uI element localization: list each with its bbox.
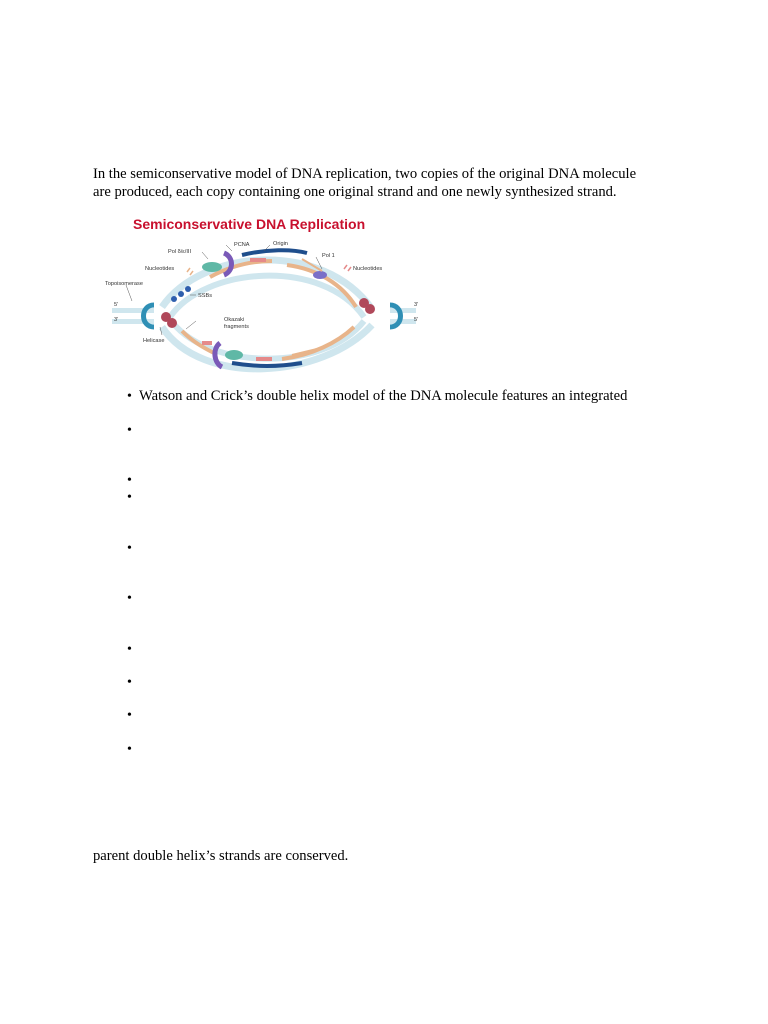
label-5prime-right: 5' xyxy=(414,317,419,323)
label-topoisomerase: Topoisomerase xyxy=(105,281,143,287)
label-3prime-left: 3' xyxy=(114,317,119,323)
bullet-dot: • xyxy=(127,490,132,505)
label-3prime-right: 3' xyxy=(414,302,419,308)
bullet-text: Watson and Crick’s double helix model of the DNA molecule features an integrated xyxy=(139,388,628,404)
list-item xyxy=(127,673,139,692)
bullet-dot: • xyxy=(127,708,132,723)
label-pol1: Pol 1 xyxy=(322,253,335,259)
bullet-dot: • xyxy=(127,541,132,556)
bullet-dot: • xyxy=(127,591,132,606)
list-item xyxy=(127,589,139,608)
intro-line-2: are produced, each copy containing one original strand and one newly synthesized strand. xyxy=(93,184,617,200)
label-pcna: PCNA xyxy=(234,242,250,248)
label-pol-delta: Pol δ/ε/III xyxy=(168,249,192,255)
list-item xyxy=(127,640,139,659)
label-5prime-left: 5' xyxy=(114,302,119,308)
bullet-dot: • xyxy=(127,675,132,690)
label-ssbs: SSBs xyxy=(198,293,212,299)
bullet-dot: • xyxy=(127,423,132,438)
list-item xyxy=(127,421,139,440)
intro-line-1: In the semiconservative model of DNA replication, two copies of the original DNA molecule xyxy=(93,166,637,182)
label-helicase: Helicase xyxy=(143,338,165,344)
label-origin: Origin xyxy=(273,241,288,247)
list-item xyxy=(127,539,139,558)
bullet-dot: • xyxy=(127,389,132,404)
list-item xyxy=(127,488,139,507)
label-okazaki-1: Okazaki xyxy=(224,317,245,323)
closing-text: parent double helix’s strands are conserved. xyxy=(93,848,349,864)
list-item xyxy=(127,740,139,759)
label-okazaki-2: fragments xyxy=(224,324,249,330)
figure-title: Semiconservative DNA Replication xyxy=(133,216,366,232)
label-nucleotides-right: Nucleotides xyxy=(353,266,383,272)
bullet-dot: • xyxy=(127,642,132,657)
bullet-dot: • xyxy=(127,473,132,488)
label-nucleotides-left: Nucleotides xyxy=(145,266,175,272)
bullet-dot: • xyxy=(127,742,132,757)
list-item xyxy=(127,387,627,406)
list-item xyxy=(127,706,139,725)
